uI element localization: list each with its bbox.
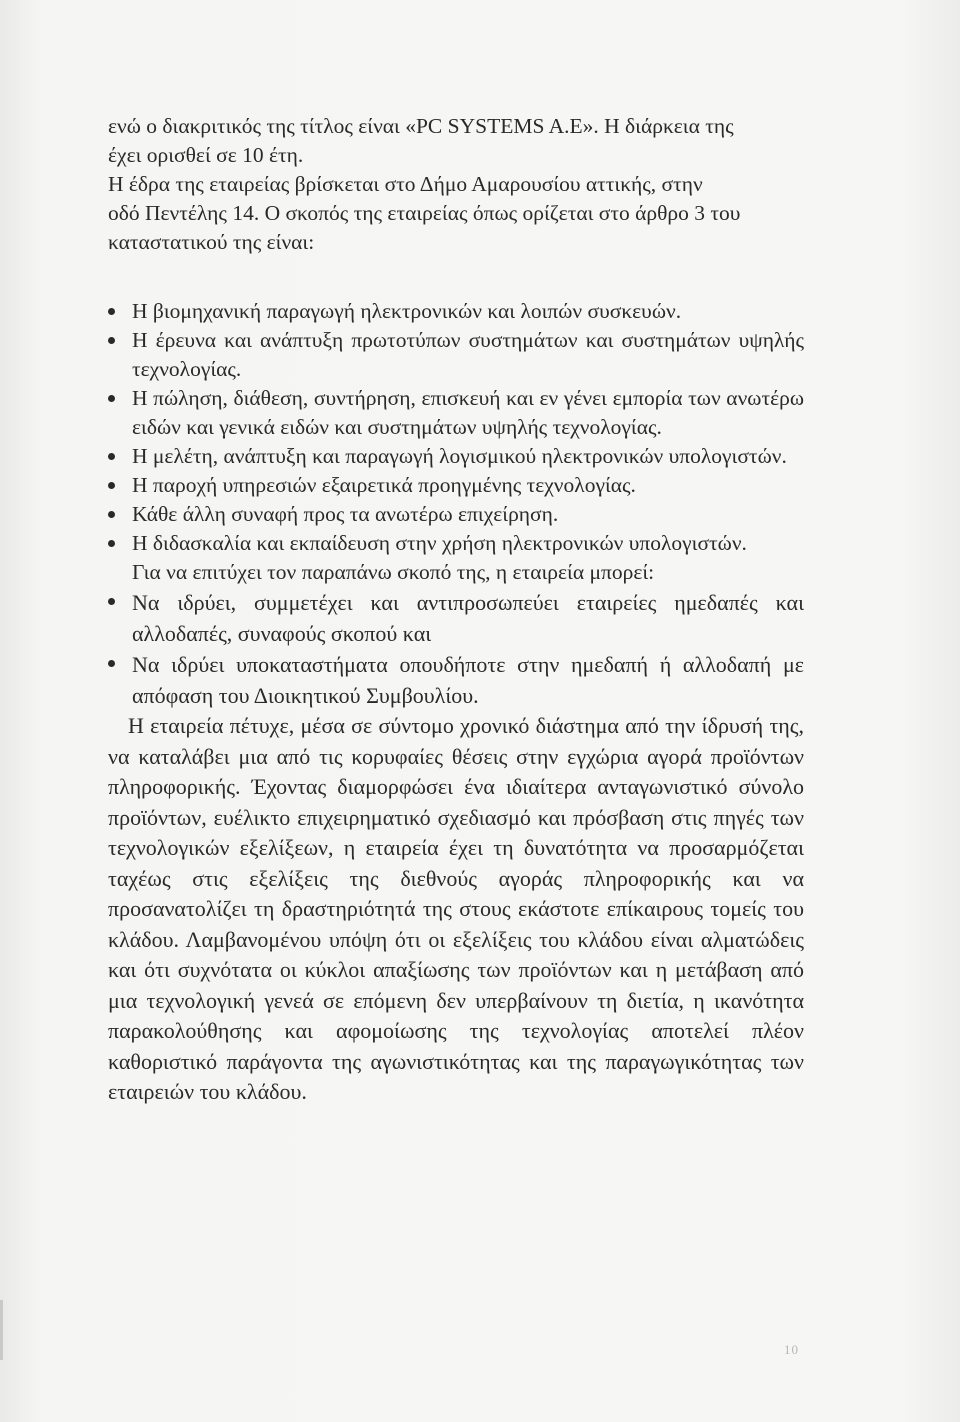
lead-in: Για να επιτύχει τον παραπάνω σκοπό της, η εταιρεία μπορεί: [132,560,655,584]
scan-edge-mark [0,1300,3,1360]
intro-line: έχει ορισθεί σε 10 έτη. [108,143,304,167]
purpose-item: Η παροχή υπηρεσιών εξαιρετικά προηγμένης τεχνολογίας. [108,471,804,500]
purpose-item: Κάθε άλλη συναφή προς τα ανωτέρω επιχείρηση. [108,500,804,529]
purpose-item: Η μελέτη, ανάπτυξη και παραγωγή λογισμικού ηλεκτρονικών υπολογιστών. [108,442,804,471]
intro-line: καταστατικού της είναι: [108,230,315,254]
purposes-list [108,297,804,558]
page-number: 10 [784,1342,799,1357]
intro-line: ενώ ο διακριτικός της τίτλος είναι «PC SYSTEMS A.E». Η διάρκεια της [108,114,734,138]
purpose-item: Η διδασκαλία και εκπαίδευση στην χρήση ηλεκτρονικών υπολογιστών. [108,529,804,558]
body-text [108,112,804,1108]
powers-list [108,587,804,711]
purpose-item: Η έρευνα και ανάπτυξη πρωτοτύπων συστημάτων και συστημάτων υψηλής τεχνολογίας. [108,326,804,384]
intro-paragraph [108,112,804,257]
power-item: Να ιδρύει υποκαταστήματα οπουδήποτε στην ημεδαπή ή αλλοδαπή με απόφαση του Διοικητικού Συμβουλίου. [108,649,804,711]
power-item: Να ιδρύει, συμμετέχει και αντιπροσωπεύει εταιρείες ημεδαπές και αλλοδαπές, συναφούς σκοπού και [108,587,804,649]
intro-line: οδό Πεντέλης 14. Ο σκοπός της εταιρείας όπως ορίζεται στο άρθρο 3 του [108,201,741,225]
intro-line: Η έδρα της εταιρείας βρίσκεται στο Δήμο Αμαρουσίου αττικής, στην [108,172,703,196]
closing-paragraph: Η εταιρεία πέτυχε, μέσα σε σύντομο χρονικό διάστημα από την ίδρυσή της, να καταλάβει μια από τις κορυφαίες θέσεις στην εγχώρια αγορά προϊόντων πληροφορικής. Έχοντας διαμορφώσει ένα ιδιαίτερα ανταγωνιστικό σύνολο προϊόντων, ευέλικτο επιχειρηματικό σχεδιασμό και πρόσβαση στις πηγές των τεχνολογικών εξελίξεων, η εταιρεία έχει τη δυνατότητα να προσαρμόζεται ταχέως στις εξελίξεις της διεθνούς αγοράς πληροφορικής και να προσανατολίζει τη δραστηριότητά της στους εκάστοτε επίκαιρους τομείς του κλάδου. Λαμβανομένου υπόψη ότι οι εξελίξεις του κλάδου είναι αλματώδεις και ότι συχνότατα οι κύκλοι απαξίωσης των προϊόντων και η μετάβαση από μια τεχνολογική γενεά σε επόμενη δεν υπερβαίνουν τη διετία, η ικανότητα παρακολούθησης και αφομοίωσης της τεχνολογίας αποτελεί πλέον καθοριστικό παράγοντα της αγωνιστικότητας και της παραγωγικότητας των εταιρειών του κλάδου. [108,713,804,1104]
purpose-item: Η βιομηχανική παραγωγή ηλεκτρονικών και λοιπών συσκευών. [108,297,804,326]
spacer [108,257,804,297]
purpose-item: Η πώληση, διάθεση, συντήρηση, επισκευή και εν γένει εμπορία των ανωτέρω ειδών και γενικά ειδών και συστημάτων υψηλής τεχνολογίας. [108,384,804,442]
